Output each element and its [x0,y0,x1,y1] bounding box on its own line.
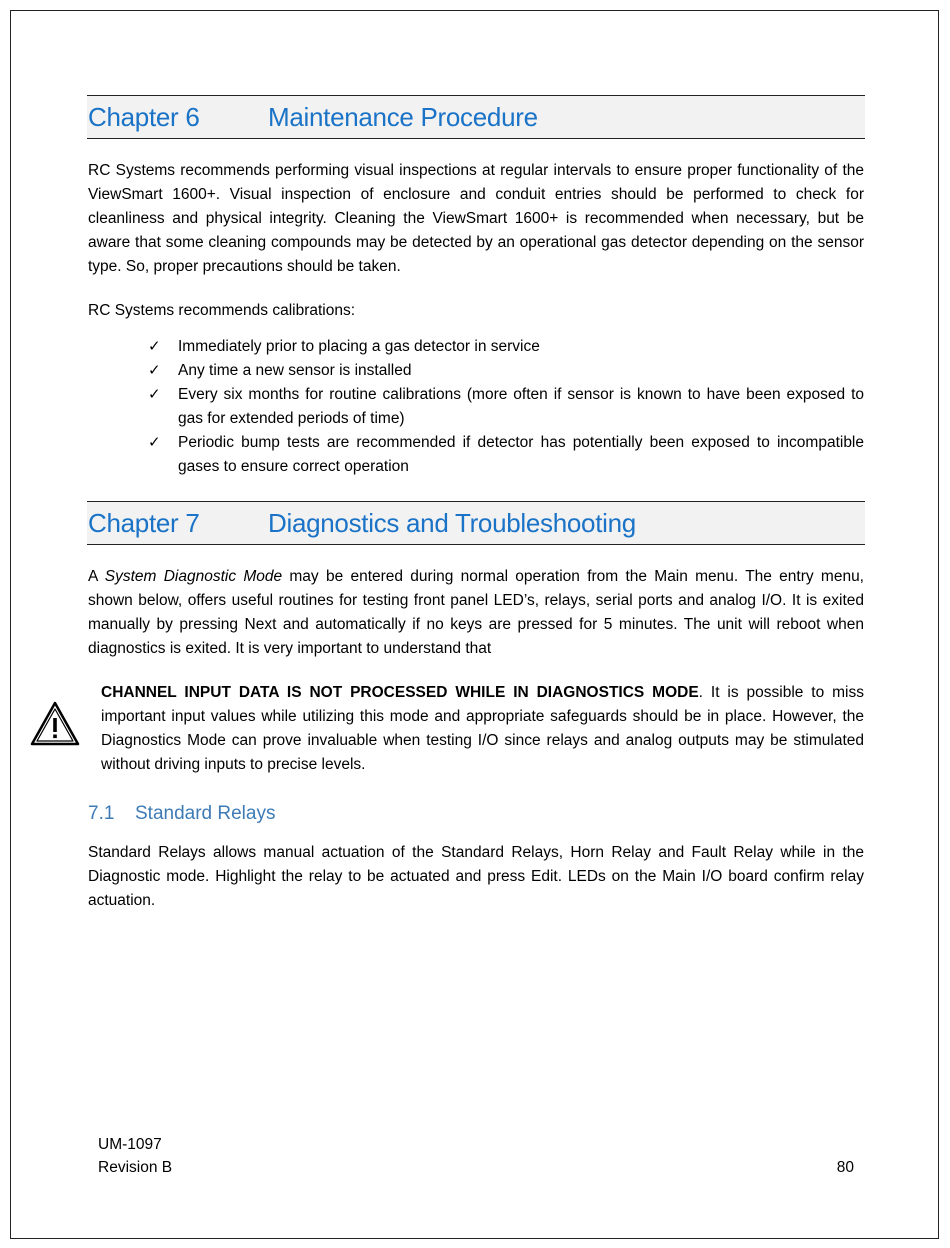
checkmark-icon: ✓ [148,386,161,403]
list-item [148,431,864,479]
chapter-title: Maintenance Procedure [268,101,538,132]
warning-rest-text: . It is possible to miss important input values while utilizing this mode and appropriate safeguards should be in place. However, the Diagnostics Mode can prove invaluable when testing I/O since relays and analog outputs may be stimulated without driving inputs to precise levels. [101,684,865,773]
warning-callout [88,681,864,777]
chapter-number: Chapter 7 [88,507,200,538]
page-footer [98,1133,856,1179]
checkmark-icon: ✓ [148,362,161,379]
maintenance-paragraph: RC Systems recommends performing visual inspections at regular intervals to ensure proper functionality of the ViewSmart 1600+. Visual inspection of enclosure and conduit entries should be performed to check for cleanliness and physical integrity. Cleaning the ViewSmart 1600+ is recommended when necessary, but be aware that some cleaning compounds may be detected by an operational gas detector depending on the sensor type. So, proper precautions should be taken. [88,162,864,275]
chapter-6-heading [87,95,865,139]
section-title: Standard Relays [135,803,276,824]
list-item-text: Immediately prior to placing a gas detector in service [178,338,540,355]
paragraph-lead: A [88,568,105,585]
revision-label: Revision B [98,1159,173,1176]
list-item-text: Periodic bump tests are recommended if detector has potentially been exposed to incompatible gases to ensure correct operation [178,434,864,475]
chapter-title: Diagnostics and Troubleshooting [268,507,636,538]
diagnostics-paragraph [88,565,864,661]
chapter-7-heading [87,501,865,545]
list-item-text: Every six months for routine calibrations (more often if sensor is known to have been exposed to gas for extended periods of time) [178,386,864,427]
document-content [88,95,864,913]
standard-relays-paragraph: Standard Relays allows manual actuation of the Standard Relays, Horn Relay and Fault Relay while in the Diagnostic mode. Highlight the relay to be actuated and press Edit. LEDs on the Main I/O board confirm relay actuation. [88,844,864,909]
warning-triangle-icon [30,701,80,747]
warning-bold-text: CHANNEL INPUT DATA IS NOT PROCESSED WHILE IN DIAGNOSTICS MODE [101,684,699,701]
list-item [148,383,864,431]
list-item [148,335,864,359]
chapter-number: Chapter 6 [88,101,200,132]
document-id: UM-1097 [98,1136,162,1153]
paragraph-rest: may be entered during normal operation from the Main menu. The entry menu, shown below, offers useful routines for testing front panel LED’s, relays, serial ports and analog I/O. It is exited manually by pressing Next and automatically if no keys are pressed for 5 minutes. The unit will reboot when diagnostics is exited. It is very important to understand that [88,568,864,657]
section-7-1-heading [88,797,864,831]
section-number: 7.1 [88,803,115,824]
list-item [148,359,864,383]
calibration-intro: RC Systems recommends calibrations: [88,302,356,319]
calibration-checklist [88,335,864,479]
checkmark-icon: ✓ [148,434,161,451]
warning-paragraph [101,681,864,777]
page-number: 80 [836,1159,854,1176]
diagnostic-mode-term: System Diagnostic Mode [104,568,283,585]
checkmark-icon: ✓ [148,338,161,355]
list-item-text: Any time a new sensor is installed [178,362,412,379]
